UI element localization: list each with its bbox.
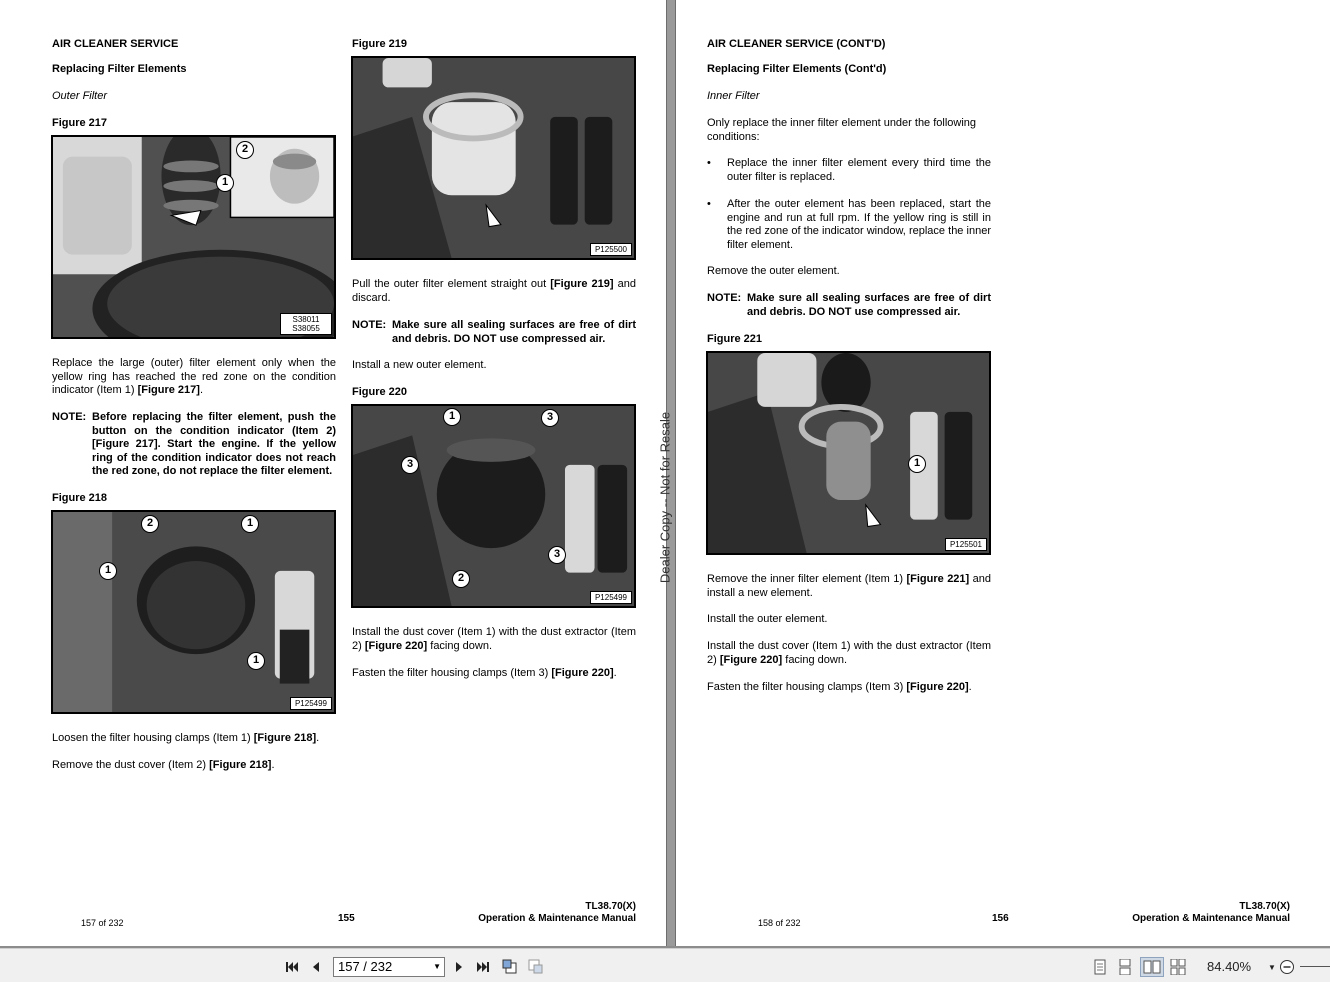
figure-220-code: P125499: [590, 591, 632, 604]
page-number-value: 157 / 232: [338, 959, 393, 974]
navigation-toolbar: [0, 948, 1330, 982]
note-label: NOTE:: [707, 292, 742, 304]
figure-218-caption: Figure 218: [52, 492, 108, 504]
figure-218-photo: [51, 510, 336, 714]
fasten-clamps-paragraph: Fasten the filter housing clamps (Item 3) [Figure 220].: [352, 667, 617, 679]
subheading-replacing-filter-elements: Replacing Filter Elements: [52, 63, 187, 75]
footer-page-of: 158 of 232: [758, 918, 801, 928]
callout-1: 1: [443, 408, 461, 426]
callout-3: 3: [548, 546, 566, 564]
figure-219-code: P125500: [590, 243, 632, 256]
install-dust-cover-paragraph: Install the dust cover (Item 1) with the dust extractor (Item 2) [Figure 220] facing down.: [707, 640, 991, 666]
figure-218-code: P125499: [290, 697, 332, 710]
note-sealing-surfaces: [352, 319, 636, 346]
page-dropdown-icon[interactable]: ▼: [433, 962, 441, 971]
remove-inner-filter-paragraph: Remove the inner filter element (Item 1) [Figure 221] and install a new element.: [707, 573, 992, 599]
note-label: NOTE:: [52, 411, 87, 423]
footer-model: TL38.70(X): [1239, 901, 1290, 912]
outer-filter-replace-paragraph: Replace the large (outer) filter element only when the yellow ring has reached the red zone on the condition indicator (Item 1) [Figure 217].: [52, 357, 336, 396]
bullet-symbol: •: [707, 157, 711, 169]
page-number-field[interactable]: [333, 957, 445, 977]
note-text: Make sure all sealing surfaces are free of dirt and debris. DO NOT use compressed air.: [747, 292, 991, 318]
callout-1: 1: [247, 652, 265, 670]
heading-air-cleaner-service: AIR CLEANER SERVICE: [52, 38, 179, 50]
figure-219-photo: [351, 56, 636, 260]
zoom-slider-track[interactable]: [1300, 966, 1330, 967]
first-page-icon[interactable]: [283, 958, 301, 976]
note-text: Before replacing the filter element, push the button on the condition indicator (Item 2) [Figure 217]. Start the engine. If the yellow ring of the condition indicator does not reach the red zone, do not replace the filter element.: [92, 411, 336, 477]
footer-manual-title: Operation & Maintenance Manual: [478, 913, 636, 924]
zoom-out-icon[interactable]: [1278, 958, 1296, 976]
page-155: [0, 0, 666, 948]
callout-3: 3: [541, 409, 559, 427]
figure-217-photo: [51, 135, 336, 339]
callout-1: 1: [908, 455, 926, 473]
figure-221-photo: [706, 351, 991, 555]
zoom-level[interactable]: 84.40%: [1207, 959, 1252, 974]
section-inner-filter: Inner Filter: [707, 90, 760, 102]
figure-220-caption: Figure 220: [352, 386, 408, 398]
callout-2: 2: [452, 570, 470, 588]
install-outer-element-paragraph: Install a new outer element.: [352, 359, 487, 371]
bullet-symbol: •: [707, 198, 711, 210]
next-view-icon[interactable]: [527, 958, 545, 976]
subheading-replacing-filter-elements-contd: Replacing Filter Elements (Cont'd): [707, 63, 887, 75]
figure-219-caption: Figure 219: [352, 38, 408, 50]
figure-217-code: S38011 S38055: [280, 313, 332, 335]
note-label: NOTE:: [352, 319, 387, 331]
continuous-facing-icon[interactable]: [1169, 958, 1187, 976]
last-page-icon[interactable]: [474, 958, 492, 976]
footer-page-number: 155: [338, 913, 355, 924]
previous-view-icon[interactable]: [501, 958, 519, 976]
callout-3: 3: [401, 456, 419, 474]
previous-page-icon[interactable]: [307, 958, 325, 976]
install-dust-cover-paragraph: Install the dust cover (Item 1) with the dust extractor (Item 2) [Figure 220] facing down.: [352, 626, 636, 652]
footer-manual-title: Operation & Maintenance Manual: [1132, 913, 1290, 924]
heading-air-cleaner-service-contd: AIR CLEANER SERVICE (CONT'D): [707, 38, 886, 50]
zoom-menu-icon[interactable]: ▼: [1268, 962, 1276, 972]
figure-221-caption: Figure 221: [707, 333, 763, 345]
footer-page-number: 156: [992, 913, 1009, 924]
callout-1: 1: [99, 562, 117, 580]
install-outer-element-paragraph: Install the outer element.: [707, 613, 828, 625]
footer-page-of: 157 of 232: [81, 918, 124, 928]
note-text: Make sure all sealing surfaces are free of dirt and debris. DO NOT use compressed air.: [392, 319, 636, 345]
remove-dust-cover-paragraph: Remove the dust cover (Item 2) [Figure 218].: [52, 759, 275, 771]
facing-icon[interactable]: [1140, 957, 1164, 977]
section-outer-filter: Outer Filter: [52, 90, 108, 102]
pull-outer-filter-paragraph: Pull the outer filter element straight out [Figure 219] and discard.: [352, 278, 636, 304]
note-condition-indicator: [52, 411, 336, 479]
bullet-item: • Replace the inner filter element every third time the outer filter is replaced.: [707, 157, 991, 183]
callout-2: 2: [236, 141, 254, 159]
figure-217-caption: Figure 217: [52, 117, 108, 129]
single-page-icon[interactable]: [1091, 958, 1109, 976]
watermark: Dealer Copy -- Not for Resale: [657, 411, 673, 584]
fasten-clamps-paragraph: Fasten the filter housing clamps (Item 3) [Figure 220].: [707, 681, 972, 693]
bullet-item: • After the outer element has been replaced, start the engine and run at full rpm. If the yellow ring is still in the red zone of the indicator window, replace the inner filter element.: [707, 198, 991, 251]
callout-1: 1: [241, 515, 259, 533]
callout-1: 1: [216, 174, 234, 192]
footer-model: TL38.70(X): [585, 901, 636, 912]
page-156: [676, 0, 1330, 948]
loosen-clamps-paragraph: Loosen the filter housing clamps (Item 1) [Figure 218].: [52, 732, 320, 744]
figure-221-code: P125501: [945, 538, 987, 551]
remove-outer-element-paragraph: Remove the outer element.: [707, 265, 840, 277]
note-sealing-surfaces: [707, 292, 991, 319]
continuous-icon[interactable]: [1116, 958, 1134, 976]
next-page-icon[interactable]: [450, 958, 468, 976]
inner-filter-intro: Only replace the inner filter element under the following conditions:: [707, 117, 977, 143]
figure-220-photo: [351, 404, 636, 608]
callout-2: 2: [141, 515, 159, 533]
